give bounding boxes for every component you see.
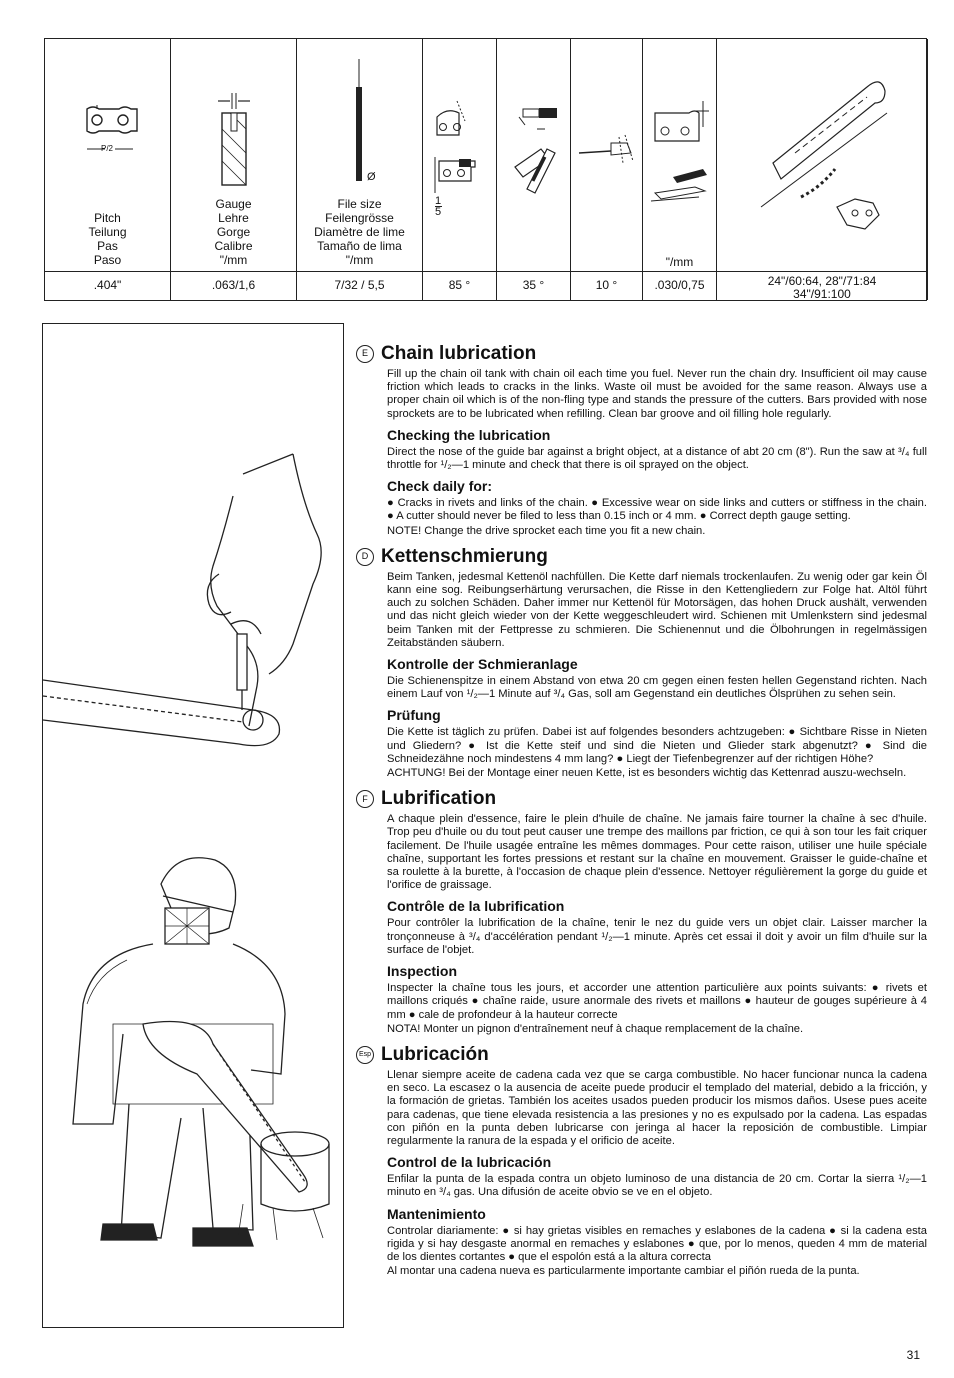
language-badge-f: F (356, 790, 374, 808)
section-title-english: Chain lubrication (381, 343, 537, 364)
note-text-french: NOTA! Monter un pignon d'entraînement neuf à chaque remplacement de la chaîne. (387, 1022, 804, 1035)
subheading-daily-french: Inspection (387, 963, 458, 980)
depth-unit: "/mm (665, 255, 694, 269)
subheading-check-english: Checking the lubrication (387, 426, 551, 443)
note-text-german: ACHTUNG! Bei der Montage einer neuen Kette, ist es besonders wichtig das Kettenrad auszu-wechseln. (387, 767, 907, 780)
gauge-header: Gauge Lehre Gorge Calibre "/mm (214, 197, 253, 267)
file-size-value: 7/32 / 5,5 (334, 278, 385, 292)
side-plate-angle-column (497, 39, 571, 300)
file-size-header: File size Feilengrösse Diamètre de lime Tamaño de lima "/mm (314, 197, 405, 267)
check-text-german: Die Schienenspitze in einem Abstand von etwa 20 cm gegen einen festen hellen Gegenstand richten. Nach einem Lauf von ¹/₂—1 Minute auf ³/₄ Gas, soll am Gegenstand ein deutliches Ölsprühen zu sehen sein. (387, 675, 927, 701)
side-plate-angle-value: 35 ° (522, 278, 545, 292)
page-number: 31 (906, 1348, 920, 1362)
depth-gauge-column (643, 39, 717, 300)
lubrication-illustration (43, 324, 344, 1328)
lubrication-text-column (356, 343, 927, 1286)
language-badge-e: E (356, 345, 374, 363)
file-tilt-angle-column (571, 39, 643, 300)
depth-gauge-value: .030/0,75 (654, 278, 705, 292)
gauge-value: .063/1,6 (211, 278, 256, 292)
file-tilt-icon (577, 131, 639, 171)
gauge-icon (214, 89, 254, 189)
intro-text-french: A chaque plein d'essence, faire le plein d'huile de chaîne. Ne jamais faire tourner la chaîne à sec d'huile. Trop peu d'huile ou du tout peut causer une trempe des maillons par friction, ce qui à son tour les fait criquer facilement. De l'huile usagée entraîne les mêmes dommages. Pour cette raison, utiliser une huile spéciale chaîne, supportant les fortes pressions et restant sur la chaîne en mouvement. Graisser le guide-chaîne et sa roulette à la burette, à l'occasion de chaque plein d'essence. Nettoyer régulièrement la gorge du guide et l'orifice de graissage. (387, 813, 927, 892)
cutter-angle-icon (429, 97, 491, 197)
subheading-daily-english: Check daily for: (387, 478, 493, 495)
check-text-french: Pour contrôler la lubrification de la chaîne, tenir le nez du guide vers un objet clair. Laisser marcher la tronçonneuse à ³/₄ d'accélération pendant ¹/₂—1 minute. Après cet essai il doit y avoir un film d'huile sur la surface de l'objet. (387, 917, 927, 956)
file-tilt-angle-value: 10 ° (595, 278, 618, 292)
section-english (356, 343, 927, 538)
table-divider (45, 271, 926, 272)
grease-gun-hand-illustration (43, 454, 321, 746)
section-title-german: Kettenschmierung (381, 545, 548, 567)
section-title-spanish: Lubricación (381, 1043, 489, 1065)
file-icon (353, 57, 377, 187)
chain-spec-table (44, 38, 927, 301)
check-text-spanish: Enfilar la punta de la espada contra un objeto luminoso de una distancia de 20 cm. Cortar la sierra ¹/₂—1 minuto en ³/₄ gas. Una difusión de aceite obvio se ve en el objeto. (387, 1173, 927, 1199)
pitch-header: Pitch Teilung Pas Paso (88, 211, 127, 267)
depth-gauge-icon (649, 97, 713, 209)
pitch-column (45, 39, 171, 300)
file-size-column (297, 39, 423, 300)
section-spanish (356, 1044, 927, 1278)
intro-text-english: Fill up the chain oil tank with chain oil each time you fuel. Never run the chain dry. Insufficient oil may cause friction which leads to cracks in the links. Waste oil must be avoided for the same reason. Always use a proper chain oil which is of the non-fling type and stands the pressure of the cutters. Bars provided with nose sprockets are to be lubricated when refilling. Clean bar groove and oil filling hole regularly. (387, 368, 927, 420)
gauge-column (171, 39, 297, 300)
section-title-french: Lubrification (381, 788, 497, 810)
operator-with-chainsaw-illustration (73, 858, 329, 1246)
daily-text-spanish: Controlar diariamente: ● si hay grietas visibles en remaches y eslabones de la cadena ● si la cadena esta rigida y si hay desgaste anormal en remaches y eslabones ● que, por lo menos, queden 4 mm de material de los dientes cortantes ● que el espolón está a la altura correcta (387, 1224, 927, 1263)
subheading-check-spanish: Control de la lubricación (387, 1154, 552, 1171)
language-badge-esp: Esp (356, 1046, 374, 1064)
subheading-daily-spanish: Mantenimiento (387, 1205, 486, 1222)
check-text-english: Direct the nose of the guide bar against a bright object, at a distance of abt 20 cm (8"). Run the saw at ³/₄ full throttle for ¹/₂—1 minute and check that there is oil sprayed on the object. (387, 445, 927, 472)
illustration-frame (42, 323, 344, 1328)
subheading-check-german: Kontrolle der Schmieranlage (387, 656, 578, 673)
top-plate-angle-column (423, 39, 497, 300)
top-plate-angle-value: 85 ° (448, 278, 471, 292)
pitch-value: .404" (93, 278, 122, 292)
language-badge-d: D (356, 548, 374, 566)
daily-text-french: Inspecter la chaîne tous les jours, et accorder une attention particulière aux points suivants: ● rivets et maillons criqués ● chaîne raide, usure anormale des rivets et maillons ● hauteur de gouges supérieure à 4 mm ● cale de profondeur à la hauteur correcte (387, 982, 927, 1021)
fraction-label: 1 5 (435, 195, 442, 218)
guide-bar-and-chain-icon (737, 57, 917, 267)
subheading-daily-german: Prüfung (387, 707, 441, 724)
file-diameter-symbol: Ø (367, 171, 376, 183)
intro-text-german: Beim Tanken, jedesmal Kettenöl nachfüllen. Die Kette darf niemals trockenlaufen. Zu wenig oder gar kein Öl kann eine sog. Reibungserhärtung verursachen, die Risse in den Kettengliedern zur Folge hat. Altöl führt auch zu solchen Schäden. Daher immer nur Kettenöl für Motorsägen, das hohen Druck aushält, verwenden und das nicht gleich wieder von der Kette weggeschleudert wird. Schienen mit Umlenkstern sind jedesmal beim Tanken mit der Fettpresse zu schmieren. Die Schienennut und die Ölbohrungen in regelmässigen Zeitabständen säubern. (387, 570, 927, 649)
note-text-spanish: Al montar una cadena nueva es particularmente importante cambiar el piñón rueda de la punta. (387, 1265, 860, 1278)
bar-length-column (717, 39, 928, 300)
note-text-english: NOTE! Change the drive sprocket each time you fit a new chain. (387, 524, 706, 537)
section-german (356, 546, 927, 780)
file-holder-angle-icon (505, 103, 565, 203)
bar-length-value: 24"/60:64, 28"/71:84 34"/91:100 (767, 274, 877, 301)
intro-text-spanish: Llenar siempre aceite de cadena cada vez que se carga combustible. No hacer funcionar nunca la cadena en seco. La escasez o la ausencia de aceite puede producir el templado del material, debido a la fricción, y la formación de grietas. También los aceites usados pueden producir los mismos daños. Usese pues aceite para cadenas, que tiene elevada resistencia a las presiones y no es expulsado por la cadena. Las espadas con piñón en la punta deben lubricarse con jeringa al hacer la reposición de combustible. Limpiar regularmente la ranura de la espada y el orificio de aceite. (387, 1068, 927, 1147)
subheading-check-french: Contrôle de la lubrification (387, 898, 565, 915)
daily-text-german: Die Kette ist täglich zu prüfen. Dabei ist auf folgendes besonders achtzugeben: ● Sichtbare Risse in Nieten und Gliedern? ● Ist die Kette steif und sind die Nieten und Glieder stark abgenutzt? ● Sind die Schneidezähne noch mindestens 4 mm lang? ● Liegt der Tiefenbegrenzer auf der richtigen Höhe? (387, 726, 927, 765)
pitch-symbol: P/2 (101, 144, 114, 153)
daily-text-english: ● Cracks in rivets and links of the chain. ● Excessive wear on side links and cutters or stiffness in the chain. ● A cutter should never be filed to less than 0.15 inch or 4 mm. ● Correct depth gauge setting. (387, 497, 927, 523)
section-french (356, 788, 927, 1036)
